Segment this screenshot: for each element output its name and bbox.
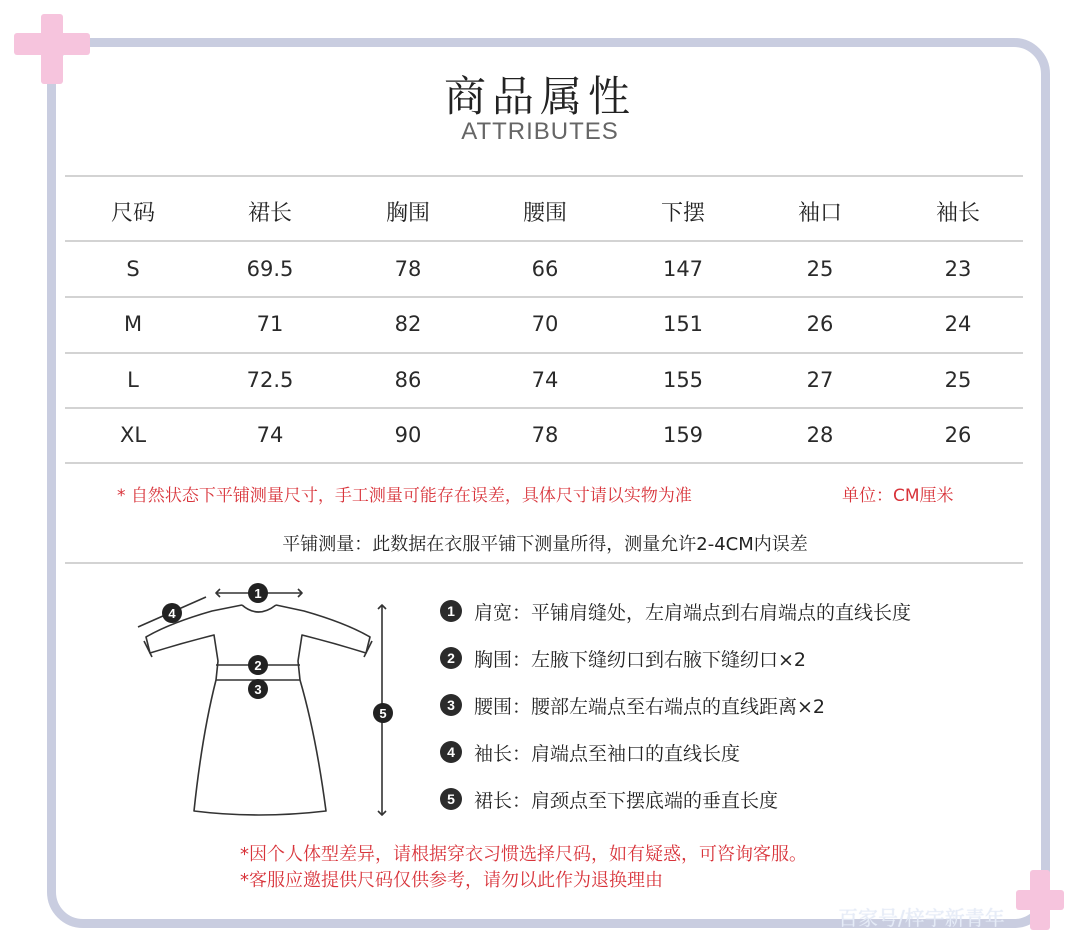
table-cell: 26	[944, 423, 972, 447]
legend-number: 1	[440, 600, 462, 622]
table-cell: 82	[394, 312, 422, 336]
page-title: 商品属性	[443, 72, 636, 121]
footer-note-2: *客服应邀提供尺码仅供参考，请勿以此作为退换理由	[240, 870, 663, 891]
table-cell: 78	[394, 257, 422, 281]
page-subtitle: ATTRIBUTES	[461, 118, 619, 145]
divider	[65, 562, 1023, 564]
table-cell: 86	[394, 368, 422, 392]
table-cell: XL	[119, 423, 147, 447]
table-header-cell: 尺码	[110, 201, 155, 226]
legend-item	[440, 596, 911, 626]
legend-text: 肩宽：平铺肩缝处，左肩端点到右肩端点的直线长度	[474, 601, 912, 624]
table-cell: 27	[806, 368, 834, 392]
table-cell: 78	[531, 423, 559, 447]
table-cell: 74	[531, 368, 559, 392]
table-cell: 66	[531, 257, 559, 281]
divider	[65, 296, 1023, 298]
legend-text: 袖长：肩端点至袖口的直线长度	[474, 742, 741, 765]
table-cell: 159	[662, 423, 704, 447]
table-cell: 74	[256, 423, 284, 447]
table-cell: 147	[662, 257, 704, 281]
legend-number: 3	[440, 694, 462, 716]
table-header-cell: 腰围	[522, 201, 567, 226]
diagram-marker-2: 2	[248, 655, 268, 675]
table-cell: 26	[806, 312, 834, 336]
divider	[65, 462, 1023, 464]
diagram-marker-4: 4	[162, 603, 182, 623]
flat-measure-note: 平铺测量：此数据在衣服平铺下测量所得，测量允许2-4CM内误差	[282, 534, 808, 555]
table-header-cell: 裙长	[247, 201, 292, 226]
table-cell: 69.5	[246, 257, 294, 281]
diagram-marker-1: 1	[248, 583, 268, 603]
table-cell: L	[127, 368, 139, 392]
watermark: 百家号/梓宇新青年	[838, 906, 1005, 930]
legend-item	[440, 690, 825, 720]
divider	[65, 240, 1023, 242]
table-cell: 24	[944, 312, 972, 336]
table-cell: 23	[944, 257, 972, 281]
table-cell: 151	[662, 312, 704, 336]
table-cell: S	[126, 257, 140, 281]
plus-decoration-icon	[1016, 870, 1064, 930]
legend-item	[440, 643, 806, 673]
table-header-cell: 下摆	[660, 201, 705, 226]
table-cell: M	[123, 312, 143, 336]
table-cell: 28	[806, 423, 834, 447]
diagram-marker-5: 5	[373, 703, 393, 723]
measurement-warning: * 自然状态下平铺测量尺寸，手工测量可能存在误差，具体尺寸请以实物为准	[117, 486, 692, 506]
dress-diagram	[130, 575, 410, 825]
unit-label: 单位：CM厘米	[842, 486, 954, 506]
legend-number: 2	[440, 647, 462, 669]
diagram-marker-3: 3	[248, 679, 268, 699]
legend-number: 4	[440, 741, 462, 763]
table-cell: 70	[531, 312, 559, 336]
table-cell: 90	[394, 423, 422, 447]
footer-note-1: *因个人体型差异，请根据穿衣习惯选择尺码，如有疑惑，可咨询客服。	[240, 844, 807, 865]
table-cell: 71	[256, 312, 284, 336]
legend-text: 胸围：左腋下缝纫口到右腋下缝纫口×2	[474, 648, 807, 671]
legend-text: 裙长：肩颈点至下摆底端的垂直长度	[474, 789, 779, 812]
table-cell: 155	[662, 368, 704, 392]
legend-item	[440, 737, 740, 767]
divider	[65, 175, 1023, 177]
table-cell: 72.5	[246, 368, 294, 392]
divider	[65, 407, 1023, 409]
legend-number: 5	[440, 788, 462, 810]
legend-item	[440, 784, 778, 814]
table-cell: 25	[944, 368, 972, 392]
legend-text: 腰围：腰部左端点至右端点的直线距离×2	[474, 695, 826, 718]
table-header-cell: 袖长	[935, 201, 980, 226]
table-header-cell: 袖口	[797, 201, 842, 226]
divider	[65, 352, 1023, 354]
table-header-cell: 胸围	[385, 201, 430, 226]
table-cell: 25	[806, 257, 834, 281]
